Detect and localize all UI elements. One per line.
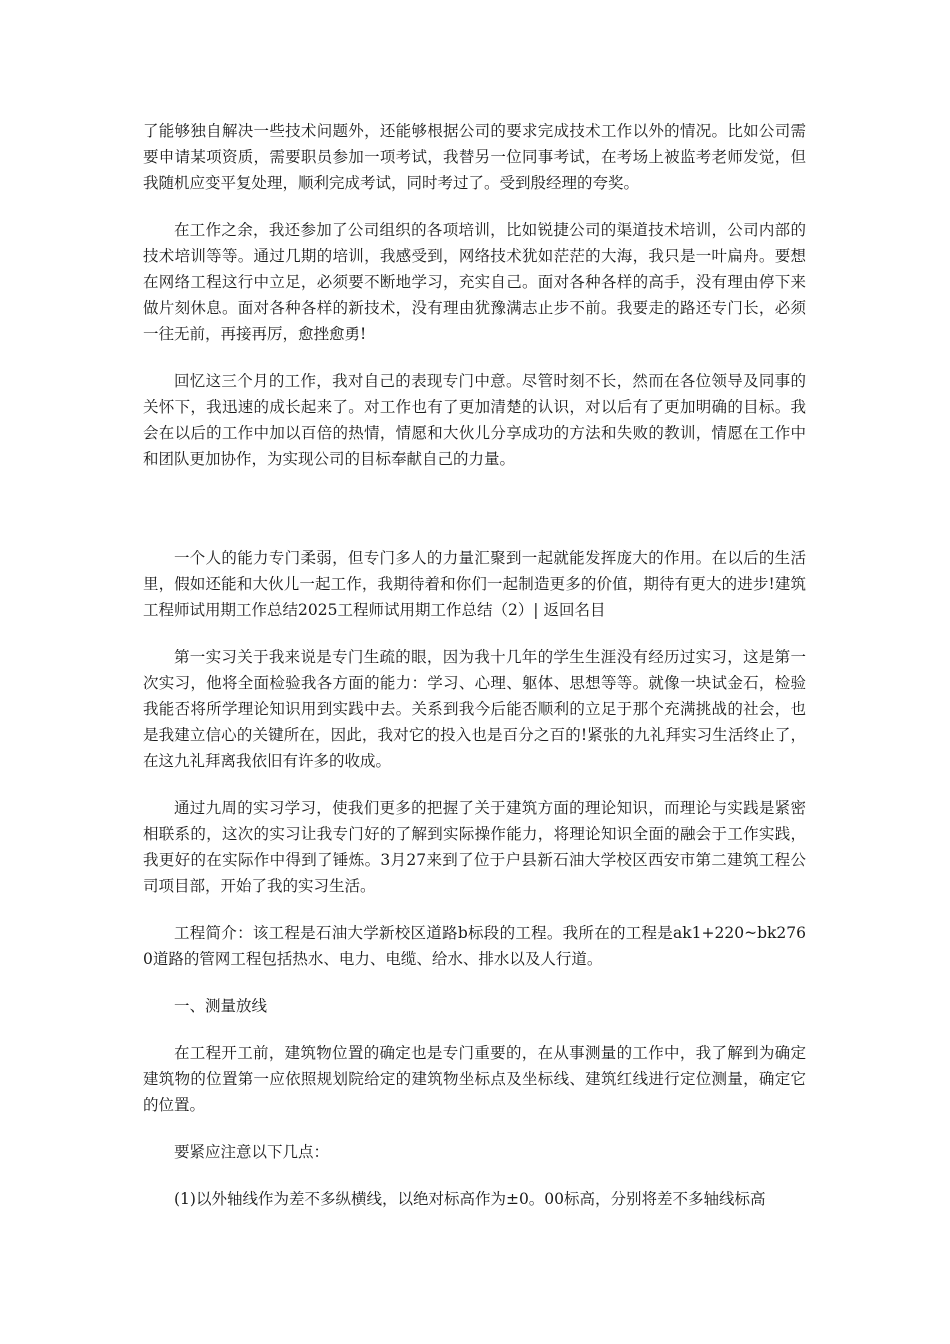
paragraph-spacer <box>143 1118 806 1139</box>
paragraph-spacer <box>143 347 806 368</box>
paragraph-spacer <box>143 774 806 795</box>
paragraph-spacer <box>143 196 806 217</box>
list-item-axis: (1)以外轴线作为差不多纵横线，以绝对标高作为±0。00标高，分别将差不多轴线标高 <box>174 1190 766 1208</box>
paragraph-project-intro: 工程简介：该工程是石油大学新校区道路b标段的工程。我所在的工程是ak1+220~bk2760道路的管网工程包括热水、电力、电缆、给水、排水以及人行道。 <box>143 924 806 968</box>
paragraph-training: 在工作之余，我还参加了公司组织的各项培训，比如锐捷公司的渠道技术培训，公司内部的技术培训等等。通过几期的培训，我感受到，网络技术犹如茫茫的大海，我只是一叶扁舟。要想在网络工程这行中立足，必须要不断地学习，充实自己。面对各种各样的高手，没有理由停下来做片刻休息。面对各种各样的新技术，没有理由犹豫满志止步不前。我要走的路还专门长，必须一往无前，再接再厉，愈挫愈勇! <box>143 221 806 343</box>
paragraph-spacer <box>143 1165 806 1186</box>
paragraph-notes-heading: 要紧应注意以下几点： <box>174 1143 330 1161</box>
paragraph-spacer <box>143 623 806 644</box>
paragraph-spacer <box>143 972 806 993</box>
document-page <box>143 118 806 1212</box>
paragraph-nine-weeks: 通过九周的实习学习，使我们更多的把握了关于建筑方面的理论知识，而理论与实践是紧密相联系的，这次的实习让我专门好的了解到实际操作能力，将理论知识全面的融会于工作实践，我更好的在实际作中得到了锤炼。3月27来到了位于户县新石油大学校区西安市第二建筑工程公司项目部，开始了我的实习生活。 <box>143 799 806 895</box>
paragraph-continuation: 了能够独自解决一些技术问题外，还能够根据公司的要求完成技术工作以外的情况。比如公司需要申请某项资质，需要职员参加一项考试，我替另一位同事考试，在考场上被监考老师发觉，但我随机应变平复处理，顺利完成考试，同时考过了。受到殷经理的夸奖。 <box>143 122 806 192</box>
paragraph-review: 回忆这三个月的工作，我对自己的表现专门中意。尽管时刻不长，然而在各位领导及同事的关怀下，我迅速的成长起来了。对工作也有了更加清楚的认识，对以后有了更加明确的目标。我会在以后的工作中加以百倍的热情，情愿和大伙儿分享成功的方法和失败的教训，情愿在工作中和团队更加协作，为实现公司的目标奉献自己的力量。 <box>143 372 806 468</box>
paragraph-teamwork: 一个人的能力专门柔弱，但专门多人的力量汇聚到一起就能发挥庞大的作用。在以后的生活里，假如还能和大伙儿一起工作，我期待着和你们一起制造更多的价值，期待有更大的进步!建筑工程师试用期工作总结2025工程师试用期工作总结（2）| 返回名目 <box>143 549 806 619</box>
paragraph-spacer <box>143 899 806 920</box>
paragraph-spacer <box>143 1019 806 1040</box>
section-heading-survey: 一、测量放线 <box>174 997 268 1015</box>
section-spacer <box>143 472 806 545</box>
paragraph-first-internship: 第一实习关于我来说是专门生疏的眼，因为我十几年的学生生涯没有经历过实习，这是第一次实习，他将全面检验我各方面的能力：学习、心理、躯体、思想等等。就像一块试金石，检验我能否将所学理论知识用到实践中去。关系到我今后能否顺利的立足于那个充满挑战的社会，也是我建立信心的关键所在，因此，我对它的投入也是百分之百的!紧张的九礼拜实习生活终止了，在这九礼拜离我依旧有许多的收成。 <box>143 648 806 770</box>
paragraph-positioning: 在工程开工前，建筑物位置的确定也是专门重要的，在从事测量的工作中，我了解到为确定建筑物的位置第一应依照规划院给定的建筑物坐标点及坐标线、建筑红线进行定位测量，确定它的位置。 <box>143 1044 806 1114</box>
